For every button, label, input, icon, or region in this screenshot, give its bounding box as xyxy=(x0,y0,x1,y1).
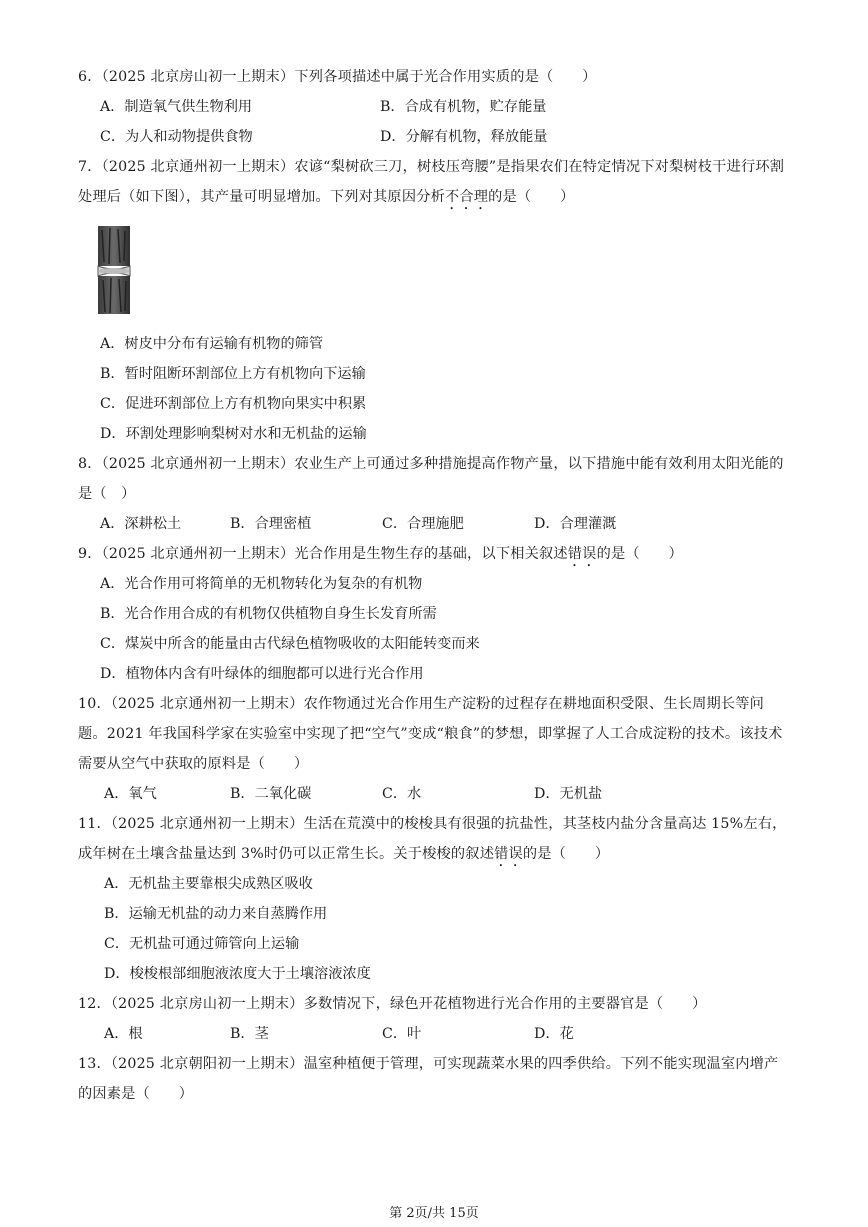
question-stem: 农作物通过光合作用生产淀粉的过程存在耕地面积受限、生长周期长等问题。2021 年我国科学家在实验室中实现了把“空气”变成“粮食”的梦想，即掌握了人工合成淀粉的技术。该技术需要从空气中获取的原料是（ ） xyxy=(78,696,783,772)
question-stem: 多数情况下，绿色开花植物进行光合作用的主要器官是（ ） xyxy=(303,996,707,1012)
page-footer: 第 2页/共 15页 xyxy=(389,1206,479,1221)
question-stem: 光合作用是生物生存的基础，以下相关叙述 xyxy=(294,546,568,562)
question-source: （2025 北京通州初一上期末） xyxy=(110,696,304,712)
question-source: （2025 北京通州初一上期末） xyxy=(101,456,295,472)
question-number: 10． xyxy=(78,696,111,712)
question-number: 9． xyxy=(78,546,102,562)
option-d[interactable]: D．花 xyxy=(534,1026,574,1042)
emphasis-text: 不合理 xyxy=(444,189,489,205)
option-c[interactable]: C．促进环割部位上方有机物向果实中积累 xyxy=(100,396,367,412)
question-number: 6． xyxy=(78,69,102,85)
question-stem: 生活在荒漠中的梭梭具有很强的抗盐性，其茎枝内盐分含量高达 15%左右，成年树在土壤含盐量达到 3%时仍可以正常生长。关于梭梭的叙述 xyxy=(78,816,787,862)
question-source: （2025 北京朝阳初一上期末） xyxy=(110,1056,304,1072)
option-c[interactable]: C．水 xyxy=(382,786,422,802)
option-b[interactable]: B．合成有机物，贮存能量 xyxy=(380,99,547,115)
question-number: 13． xyxy=(78,1056,111,1072)
option-a[interactable]: A．无机盐主要靠根尖成熟区吸收 xyxy=(104,876,313,892)
question-number: 11． xyxy=(78,816,111,832)
option-a[interactable]: A．树皮中分布有运输有机物的筛管 xyxy=(100,336,324,352)
question-12 xyxy=(78,989,790,1019)
option-d[interactable]: D．合理灌溉 xyxy=(534,516,617,532)
option-d[interactable]: D．梭梭根部细胞液浓度大于土壤溶液浓度 xyxy=(104,966,371,982)
option-d[interactable]: D．植物体内含有叶绿体的细胞都可以进行光合作用 xyxy=(100,666,424,682)
option-c[interactable]: C．煤炭中所含的能量由古代绿色植物吸收的太阳能转变而来 xyxy=(100,636,480,652)
question-stem-end: 的是（ ） xyxy=(522,846,610,862)
question-source: （2025 北京通州初一上期末） xyxy=(101,159,295,175)
option-b[interactable]: B．合理密植 xyxy=(230,516,312,532)
question-stem: 农谚“梨树砍三刀，树枝压弯腰”是指果农们在特定情况下对梨树枝干进行环割处理后（如下图），其产量可明显增加。下列对其原因分析 xyxy=(78,159,785,205)
option-c[interactable]: C．为人和动物提供食物 xyxy=(100,129,253,145)
question-10 xyxy=(78,689,790,779)
question-6 xyxy=(78,62,790,92)
option-d[interactable]: D．分解有机物，释放能量 xyxy=(380,129,548,145)
option-c[interactable]: C．合理施肥 xyxy=(382,516,464,532)
option-b[interactable]: B．光合作用合成的有机物仅供植物自身生长发育所需 xyxy=(100,606,437,622)
question-11 xyxy=(78,809,790,870)
question-stem: 农业生产上可通过多种措施提高作物产量，以下措施中能有效利用太阳光能的是（ ） xyxy=(78,456,784,502)
question-9 xyxy=(78,539,790,570)
question-stem-end: 的是（ ） xyxy=(488,189,575,205)
option-a[interactable]: A．根 xyxy=(104,1026,143,1042)
question-8 xyxy=(78,449,790,509)
question-number: 8． xyxy=(78,456,102,472)
question-number: 12． xyxy=(78,996,111,1012)
question-source: （2025 北京房山初一上期末） xyxy=(110,996,304,1012)
option-c[interactable]: C．无机盐可通过筛管向上运输 xyxy=(104,936,300,952)
option-a[interactable]: A．氧气 xyxy=(104,786,157,802)
option-b[interactable]: B．茎 xyxy=(230,1026,269,1042)
emphasis-text: 错误 xyxy=(567,546,597,562)
question-number: 7． xyxy=(78,159,102,175)
option-b[interactable]: B．二氧化碳 xyxy=(230,786,312,802)
question-source: （2025 北京房山初一上期末） xyxy=(101,69,295,85)
option-a[interactable]: A．光合作用可将简单的无机物转化为复杂的有机物 xyxy=(100,576,423,592)
question-7 xyxy=(78,152,790,213)
option-a[interactable]: A．深耕松土 xyxy=(100,516,182,532)
option-b[interactable]: B．运输无机盐的动力来自蒸腾作用 xyxy=(104,906,328,922)
option-c[interactable]: C．叶 xyxy=(382,1026,422,1042)
question-stem-end: 的是（ ） xyxy=(596,546,683,562)
option-d[interactable]: D．无机盐 xyxy=(534,786,603,802)
option-a[interactable]: A．制造氧气供生物利用 xyxy=(100,99,253,115)
emphasis-text: 错误 xyxy=(494,846,523,862)
question-source: （2025 北京通州初一上期末） xyxy=(101,546,295,562)
option-d[interactable]: D．环割处理影响梨树对水和无机盐的运输 xyxy=(100,426,367,442)
question-stem: 温室种植便于管理，可实现蔬菜水果的四季供给。下列不能实现温室内增产的因素是（ ） xyxy=(78,1056,779,1102)
tree-trunk-girdling-photo xyxy=(94,226,136,314)
option-b[interactable]: B．暂时阻断环割部位上方有机物向下运输 xyxy=(100,366,366,382)
question-13 xyxy=(78,1049,790,1109)
question-stem: 下列各项描述中属于光合作用实质的是（ ） xyxy=(294,69,597,85)
question-source: （2025 北京通州初一上期末） xyxy=(110,816,304,832)
